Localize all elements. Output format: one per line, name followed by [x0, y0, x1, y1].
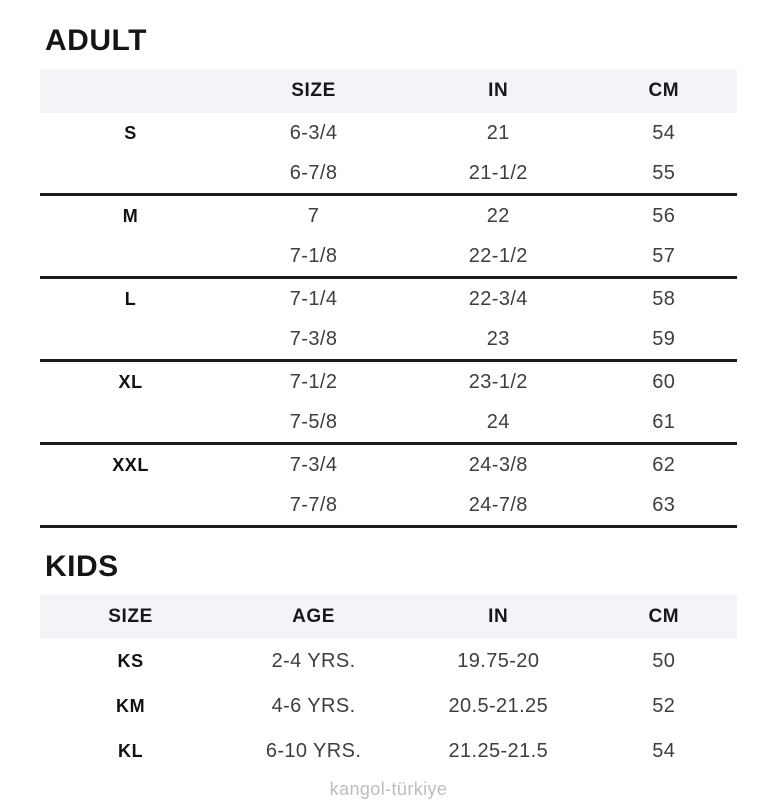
size-label-blank [40, 402, 221, 444]
cell-size: 7-3/8 [221, 319, 406, 361]
adult-header-size: SIZE [221, 69, 406, 113]
cell-size: 7-1/8 [221, 236, 406, 278]
size-label-xxl: XXL [112, 454, 150, 475]
cell-cm: 56 [652, 204, 676, 227]
table-row [40, 444, 737, 486]
table-row [40, 113, 737, 153]
cell-cm: 60 [652, 370, 676, 393]
cell-cm: 58 [652, 287, 676, 310]
size-label-blank [40, 485, 221, 527]
cell-in: 24 [406, 402, 591, 444]
size-label-ks: KS [117, 651, 144, 671]
cell-size: 7-5/8 [221, 402, 406, 444]
kids-header-in: IN [406, 595, 591, 639]
table-row [40, 278, 737, 320]
cell-cm: 50 [652, 650, 676, 672]
kids-section-title: KIDS [45, 550, 119, 583]
cell-in: 21 [486, 121, 510, 144]
size-label-m: M [122, 205, 139, 226]
cell-age: 2-4 YRS. [271, 650, 356, 672]
kids-header-age: AGE [221, 595, 406, 639]
kids-header-row [40, 595, 737, 639]
table-row [40, 402, 737, 444]
adult-header-row [40, 69, 737, 113]
cell-in: 19.75-20 [457, 650, 540, 672]
adult-header-blank [40, 69, 221, 113]
kids-header-cm: CM [591, 595, 737, 639]
table-row [40, 485, 737, 527]
cell-size: 7-1/2 [289, 370, 338, 393]
table-row [40, 195, 737, 237]
cell-in: 21-1/2 [406, 153, 591, 195]
cell-size: 7-3/4 [289, 453, 338, 476]
cell-size: 7-1/4 [289, 287, 338, 310]
table-row [40, 153, 737, 195]
size-label-blank [40, 319, 221, 361]
table-row [40, 236, 737, 278]
adult-section-title: ADULT [45, 24, 147, 57]
size-label-blank [40, 153, 221, 195]
cell-cm: 62 [652, 453, 676, 476]
size-label-s: S [124, 122, 137, 143]
kids-header-size: SIZE [40, 595, 221, 639]
size-label-blank [40, 236, 221, 278]
table-row [40, 361, 737, 403]
kids-size-table [40, 595, 737, 774]
adult-size-table [40, 69, 737, 528]
cell-cm: 54 [652, 121, 676, 144]
cell-cm: 52 [652, 695, 676, 717]
cell-cm: 54 [652, 740, 676, 762]
cell-age: 6-10 YRS. [265, 740, 362, 762]
cell-in: 20.5-21.25 [448, 695, 549, 717]
table-row [40, 684, 737, 729]
watermark-text: kangol-türkiye [329, 779, 448, 799]
cell-size: 6-3/4 [289, 121, 338, 144]
cell-size: 7-7/8 [221, 485, 406, 527]
cell-in: 22 [486, 204, 510, 227]
cell-size: 6-7/8 [221, 153, 406, 195]
size-label-kl: KL [118, 741, 144, 761]
cell-cm: 61 [591, 402, 737, 444]
size-label-l: L [124, 288, 137, 309]
size-label-km: KM [116, 696, 146, 716]
cell-cm: 63 [591, 485, 737, 527]
cell-size: 7 [307, 204, 320, 227]
cell-in: 21.25-21.5 [448, 740, 549, 762]
size-label-xl: XL [118, 371, 143, 392]
cell-in: 24-3/8 [468, 453, 528, 476]
cell-in: 22-3/4 [468, 287, 528, 310]
cell-in: 23 [406, 319, 591, 361]
cell-in: 24-7/8 [406, 485, 591, 527]
adult-header-in: IN [406, 69, 591, 113]
cell-in: 23-1/2 [468, 370, 528, 393]
cell-cm: 59 [591, 319, 737, 361]
table-row [40, 639, 737, 684]
cell-age: 4-6 YRS. [271, 695, 356, 717]
table-row [40, 319, 737, 361]
cell-cm: 57 [591, 236, 737, 278]
cell-cm: 55 [591, 153, 737, 195]
adult-header-cm: CM [591, 69, 737, 113]
cell-in: 22-1/2 [406, 236, 591, 278]
table-row [40, 729, 737, 774]
